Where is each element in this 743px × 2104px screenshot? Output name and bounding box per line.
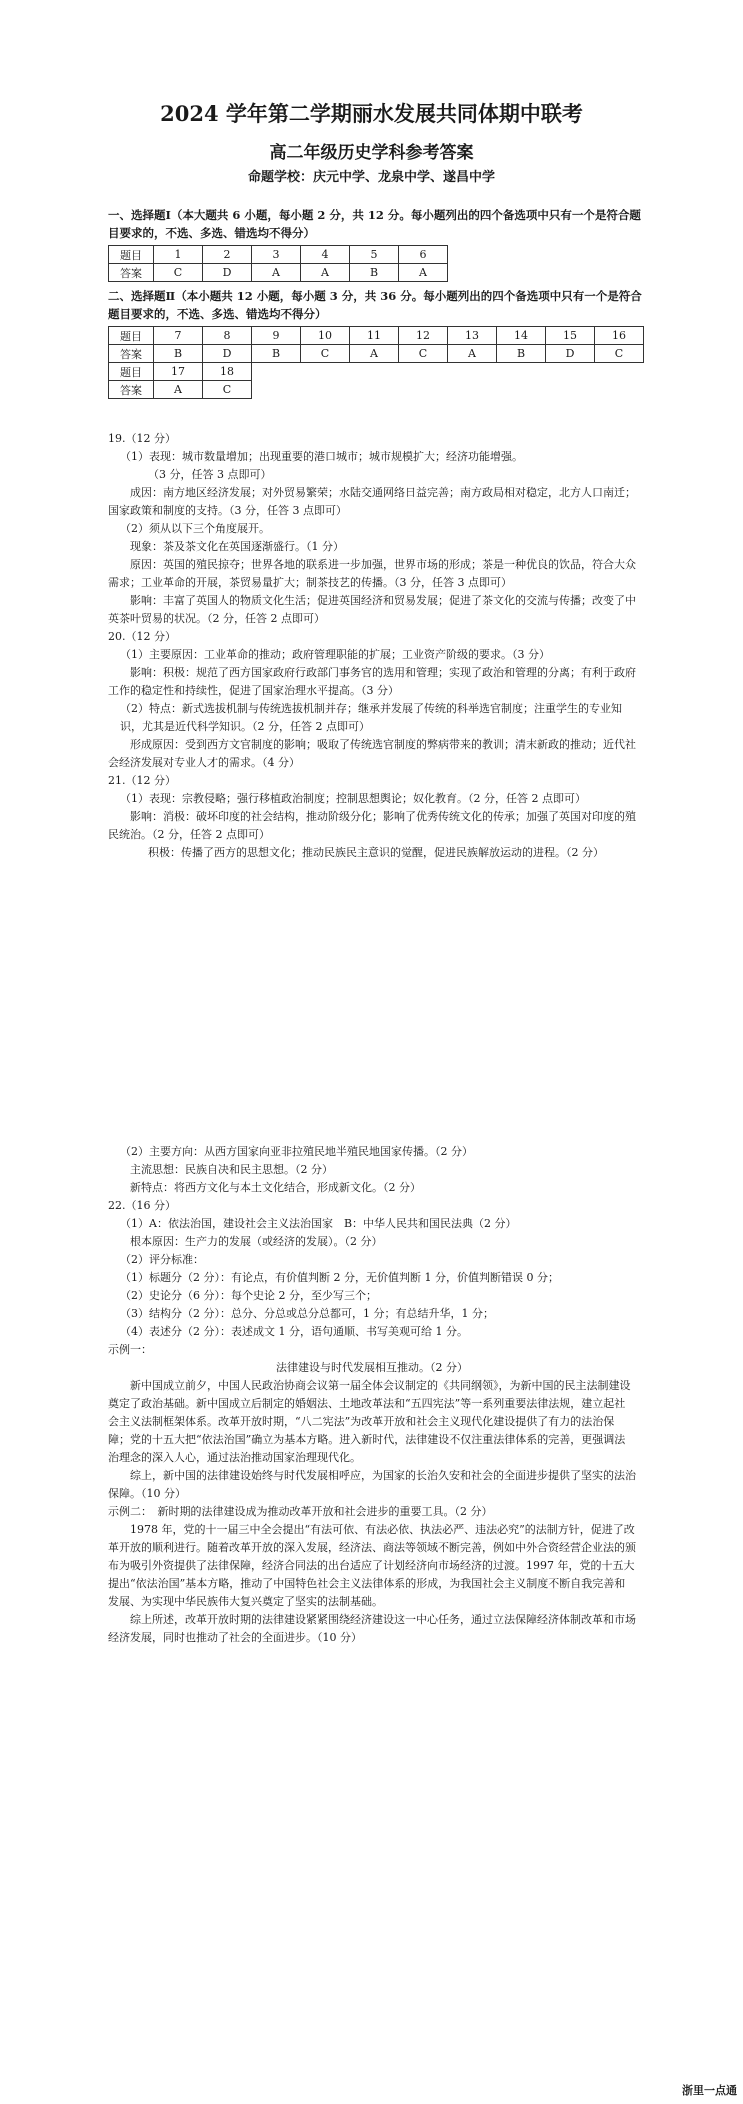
- q20-heading: 20.（12 分）: [108, 630, 176, 643]
- answer-line: （1）表现：城市数量增加；出现重要的港口城市；城市规模扩大；经济功能增强。: [120, 450, 523, 463]
- answer-cell: D: [203, 264, 252, 282]
- answer-cell: B: [497, 345, 546, 363]
- scoring-criteria: [108, 1269, 636, 1341]
- section2-answer-table: [108, 326, 644, 399]
- answer-line: （2）主要方向：从西方国家向亚非拉殖民地半殖民地国家传播。（2 分）: [120, 1145, 473, 1158]
- answer-line: 影响：积极：规范了西方国家政府行政部门事务官的选用和管理；实现了政治和管理的分离；有利于政府工作的稳定性和持续性，促进了国家治理水平提高。（3 分）: [108, 666, 636, 697]
- section1-answer-table: [108, 245, 448, 282]
- answer-cell: D: [546, 345, 595, 363]
- answer-line: 原因：英国的殖民掠夺；世界各地的联系进一步加强，世界市场的形成；茶是一种优良的饮品，符合大众需求；工业革命的开展，茶贸易量扩大；制茶技艺的传播。（3 分，任答 3 点即可）: [108, 558, 636, 589]
- row-label: 答案: [109, 381, 154, 399]
- example-title: 示例二： 新时期的法律建设成为推动改革开放和社会进步的重要工具。（2 分）: [108, 1505, 493, 1518]
- answer-line: 影响：消极：破坏印度的社会结构，推动阶级分化；影响了优秀传统文化的传承；加强了英国对印度的殖民统治。（2 分，任答 2 点即可）: [108, 810, 636, 841]
- essay-paragraph: 综上所述，改革开放时期的法律建设紧紧围绕经济建设这一中心任务，通过立法保障经济体制改革和市场经济发展，同时也推动了社会的全面进步。（10 分）: [108, 1613, 636, 1644]
- question-number: 18: [203, 363, 252, 381]
- answer-line: 主流思想：民族自决和民主思想。（2 分）: [130, 1163, 333, 1176]
- q22-heading: 22.（16 分）: [108, 1199, 176, 1212]
- q19-heading: 19.（12 分）: [108, 432, 176, 445]
- q21-heading: 21.（12 分）: [108, 774, 176, 787]
- row-label: 题目: [109, 246, 154, 264]
- answer-line: （1）表现：宗教侵略；强行移植政治制度；控制思想舆论；奴化教育。（2 分，任答 2 点即可）: [120, 792, 586, 805]
- question-number: 1: [154, 246, 203, 264]
- question-number: 13: [448, 327, 497, 345]
- question-number: 5: [350, 246, 399, 264]
- table-row: [109, 363, 644, 381]
- exam-title: 2024 学年第二学期丽水发展共同体期中联考: [160, 101, 583, 126]
- answer-cell: A: [301, 264, 350, 282]
- criteria-line: （1）标题分（2 分）：有论点，有价值判断 2 分，无价值判断 1 分，价值判断错误 0 分；: [120, 1271, 559, 1284]
- answer-line: （2）须从以下三个角度展开。: [120, 522, 270, 535]
- question-number: 12: [399, 327, 448, 345]
- question-number: 15: [546, 327, 595, 345]
- question-number: 11: [350, 327, 399, 345]
- criteria-line: （4）表述分（2 分）：表述成文 1 分，语句通顺、书写美观可给 1 分。: [120, 1325, 468, 1338]
- table-row: [109, 246, 448, 264]
- question-number: 17: [154, 363, 203, 381]
- essay-paragraph: 新中国成立前夕，中国人民政治协商会议第一届全体会议制定的《共同纲领》，为新中国的民主法制建设奠定了政治基础。新中国成立后制定的婚姻法、土地改革法和“五四宪法”等一系列重要法律法规，建立起社会主义法制框架体系。改革开放时期，“八二宪法”为改革开放和社会主义现代化建设提供了有力的法治保障；党的十五大把“依法治国”确立为基本方略。进入新时代，法律建设不仅注重法律体系的完善，更强调法治理念的深入人心，通过法治推动国家治理现代化。: [108, 1379, 631, 1464]
- watermark-label: 浙里一点通: [682, 2084, 737, 2097]
- answer-line: （1）A：依法治国，建设社会主义法治国家 B：中华人民共和国民法典（2 分）: [120, 1217, 517, 1230]
- question-number: 7: [154, 327, 203, 345]
- answer-cell: A: [154, 381, 203, 399]
- answers-block-2: [108, 1143, 636, 1647]
- question-number: 6: [399, 246, 448, 264]
- row-label: 题目: [109, 327, 154, 345]
- answer-line: 根本原因：生产力的发展（或经济的发展）。（2 分）: [130, 1235, 383, 1248]
- question-number: 8: [203, 327, 252, 345]
- question-number: 16: [595, 327, 644, 345]
- answer-cell: B: [350, 264, 399, 282]
- answer-line: （2）评分标准：: [120, 1253, 204, 1266]
- table-row: [109, 327, 644, 345]
- table-row: [109, 345, 644, 363]
- section1-heading: 一、选择题Ⅰ（本大题共 6 小题，每小题 2 分，共 12 分。每小题列出的四个备选项中只有一个是符合题目要求的，不选、多选、错选均不得分）: [108, 208, 641, 240]
- question-number: 4: [301, 246, 350, 264]
- answer-line: 形成原因：受到西方文官制度的影响；吸取了传统选官制度的弊病带来的教训；清末新政的推动；近代社会经济发展对专业人才的需求。（4 分）: [108, 738, 636, 769]
- question-number: 14: [497, 327, 546, 345]
- answer-line: 成因：南方地区经济发展；对外贸易繁荣；水陆交通网络日益完善；南方政局相对稳定，北方人口南迁；国家政策和制度的支持。（3 分，任答 3 点即可）: [108, 486, 636, 517]
- question-number: 9: [252, 327, 301, 345]
- answer-cell: D: [203, 345, 252, 363]
- answer-cell: A: [350, 345, 399, 363]
- answer-line: （3 分，任答 3 点即可）: [148, 468, 272, 481]
- table-row: [109, 264, 448, 282]
- essay-paragraph: 1978 年，党的十一届三中全会提出“有法可依、有法必依、执法必严、违法必究”的法制方针，促进了改革开放的顺利进行。随着改革开放的深入发展，经济法、商法等领域不断完善，例如中外合资经营企业法的颁布为吸引外资提供了法律保障，经济合同法的出台适应了计划经济向市场经济的过渡。1997 年，党的十五大提出“依法治国”基本方略，推动了中国特色社会主义法律体系的形成，为我国社会主义制度不断自我完善和发展、为实现中华民族伟大复兴奠定了坚实的法制基础。: [108, 1523, 636, 1608]
- example-label: 示例一：: [108, 1343, 152, 1356]
- essay-paragraph: 综上，新中国的法律建设始终与时代发展相呼应，为国家的长治久安和社会的全面进步提供了坚实的法治保障。（10 分）: [108, 1469, 636, 1500]
- answer-cell: B: [252, 345, 301, 363]
- question-number: 10: [301, 327, 350, 345]
- row-label: 题目: [109, 363, 154, 381]
- answer-cell: C: [399, 345, 448, 363]
- answer-line: （1）主要原因：工业革命的推动；政府管理职能的扩展；工业资产阶级的要求。（3 分）: [120, 648, 550, 661]
- answer-cell: B: [154, 345, 203, 363]
- answer-line: 现象：茶及茶文化在英国逐渐盛行。（1 分）: [130, 540, 344, 553]
- criteria-line: （3）结构分（2 分）：总分、分总或总分总都可，1 分；有总结升华，1 分；: [120, 1307, 494, 1320]
- answer-line: 新特点：将西方文化与本土文化结合，形成新文化。（2 分）: [130, 1181, 421, 1194]
- question-number: 2: [203, 246, 252, 264]
- section2-heading: 二、选择题Ⅱ（本小题共 12 小题，每小题 3 分，共 36 分。每小题列出的四个备选项中只有一个是符合题目要求的，不选、多选、错选均不得分）: [108, 289, 642, 321]
- answer-line: 影响：丰富了英国人的物质文化生活；促进英国经济和贸易发展；促进了茶文化的交流与传播；改变了中英茶叶贸易的状况。（2 分，任答 2 点即可）: [108, 594, 636, 625]
- answer-cell: A: [399, 264, 448, 282]
- example-title: 法律建设与时代发展相互推动。（2 分）: [276, 1361, 468, 1374]
- answer-cell: C: [154, 264, 203, 282]
- answer-line: 积极：传播了西方的思想文化；推动民族民主意识的觉醒，促进民族解放运动的进程。（2 分）: [148, 846, 604, 859]
- criteria-line: （2）史论分（6 分）：每个史论 2 分，至少写三个；: [120, 1289, 377, 1302]
- answer-cell: A: [252, 264, 301, 282]
- table-row: [109, 381, 644, 399]
- row-label: 答案: [109, 264, 154, 282]
- answer-line: （2）特点：新式选拔机制与传统选拔机制并存；继承并发展了传统的科举选官制度；注重学生的专业知识，尤其是近代科学知识。（2 分，任答 2 点即可）: [120, 702, 622, 733]
- answer-cell: C: [203, 381, 252, 399]
- answer-cell: A: [448, 345, 497, 363]
- answer-cell: C: [301, 345, 350, 363]
- answers-block-1: [108, 430, 636, 862]
- answer-key-subtitle: 高二年级历史学科参考答案: [269, 143, 474, 163]
- question-number: 3: [252, 246, 301, 264]
- setter-schools: 命题学校：庆元中学、龙泉中学、遂昌中学: [247, 170, 495, 185]
- row-label: 答案: [109, 345, 154, 363]
- answer-cell: C: [595, 345, 644, 363]
